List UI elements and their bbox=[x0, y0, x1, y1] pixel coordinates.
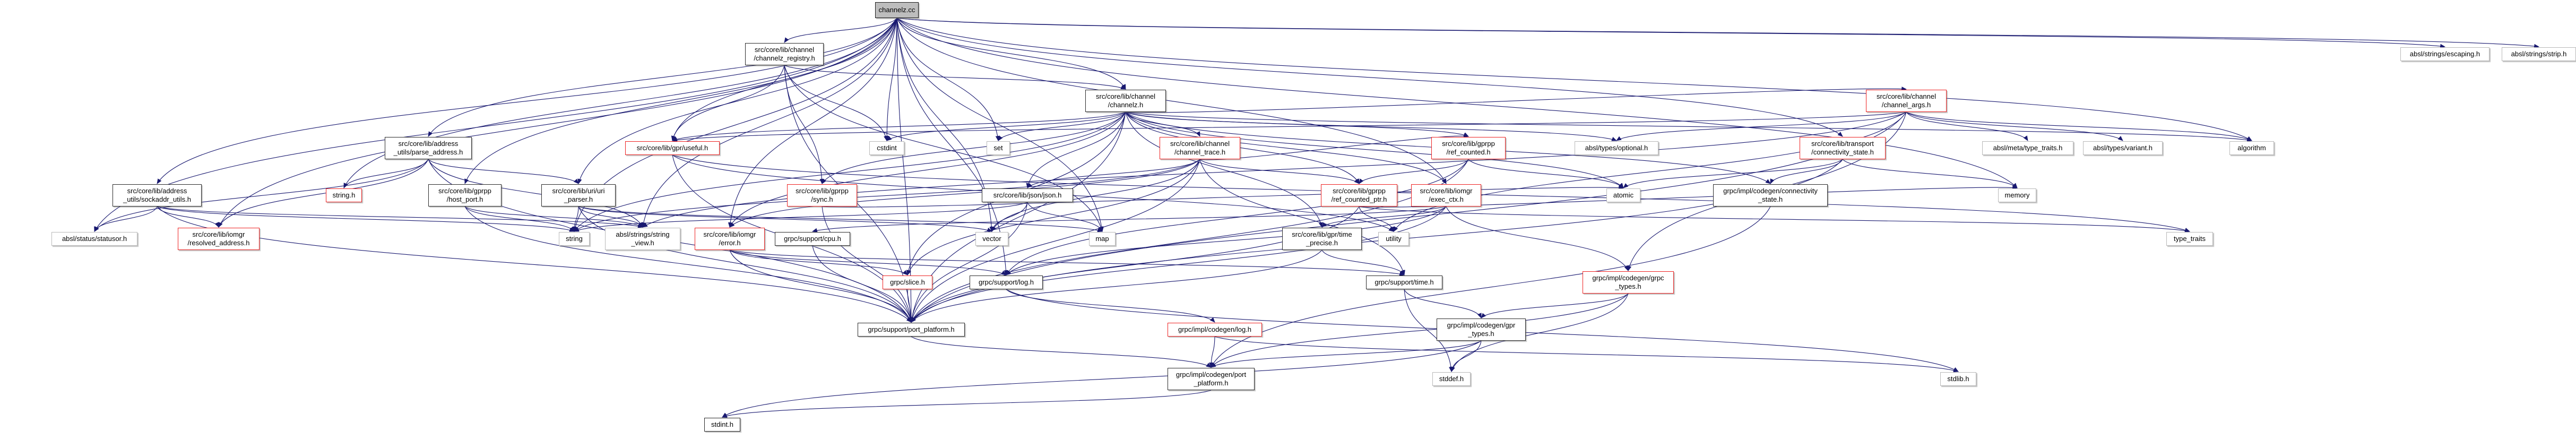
node-label-line: grpc/impl/codegen/log.h bbox=[1178, 325, 1252, 333]
node-label-line: absl/meta/type_traits.h bbox=[1993, 143, 2063, 152]
node-label-line: absl/types/variant.h bbox=[2093, 143, 2153, 152]
node-label-line: grpc/impl/codegen/connectivity bbox=[1723, 186, 1818, 195]
node-absl_variant bbox=[2083, 141, 2163, 155]
node-label-line: vector bbox=[982, 234, 1001, 243]
edge-channelz_registry-channelz_h bbox=[784, 65, 1126, 89]
node-label-line: src/core/lib/channel bbox=[1096, 92, 1155, 100]
edge-channelz_registry-useful bbox=[672, 65, 784, 141]
node-label-line: absl/strings/string bbox=[616, 230, 670, 238]
node-stdlib bbox=[1940, 372, 1976, 386]
node-label-line: src/core/lib/channel bbox=[1170, 139, 1230, 148]
node-label-line: grpc/support/port_platform.h bbox=[868, 325, 955, 333]
edge-error-support_log bbox=[730, 250, 1006, 275]
node-label-line: memory bbox=[2004, 191, 2030, 199]
edge-root-uri_parser bbox=[578, 18, 897, 184]
node-atomic bbox=[1606, 188, 1640, 202]
node-cstdint bbox=[869, 141, 904, 155]
edge-channel_args-support_port_platform bbox=[911, 112, 1906, 322]
node-label-line: /host_port.h bbox=[446, 195, 483, 203]
edge-channel_args-string_view bbox=[643, 112, 1906, 227]
edge-root-conn_state_transport bbox=[897, 18, 1843, 136]
edge-conn_state_transport-memory bbox=[1843, 159, 2017, 188]
edge-grpc_types-gpr_types bbox=[1481, 294, 1628, 318]
node-label-line: _parser.h bbox=[564, 195, 593, 203]
edge-error-support_time bbox=[730, 250, 1404, 275]
node-label-line: src/core/lib/gprpp bbox=[796, 186, 849, 195]
edge-support_port_platform-codegen_port_platform bbox=[911, 337, 1211, 367]
node-label-line: src/core/lib/channel bbox=[755, 45, 814, 54]
node-label-line: src/core/lib/gprpp bbox=[438, 186, 491, 195]
node-label-line: algorithm bbox=[2237, 143, 2266, 152]
edge-channelz_registry-map bbox=[784, 65, 1102, 231]
node-label-line: _types.h bbox=[1468, 330, 1494, 338]
node-label-line: map bbox=[1095, 234, 1109, 243]
node-string_h[interactable] bbox=[326, 188, 362, 202]
node-conn_state_transport[interactable] bbox=[1800, 137, 1886, 159]
node-label-line: src/core/lib/transport bbox=[1811, 139, 1874, 148]
node-map bbox=[1089, 232, 1116, 246]
node-absl_optional bbox=[1575, 141, 1658, 155]
node-support_log[interactable] bbox=[970, 276, 1043, 289]
edge-root-set bbox=[897, 18, 998, 141]
node-label-line: /exec_ctx.h bbox=[1429, 195, 1464, 203]
node-resolved_address[interactable] bbox=[178, 228, 260, 250]
node-label-line: _utils/parse_address.h bbox=[393, 148, 463, 156]
node-json[interactable] bbox=[982, 188, 1073, 202]
node-set bbox=[987, 141, 1010, 155]
node-useful[interactable] bbox=[625, 141, 720, 155]
edge-ref_counted_ptr-type_traits bbox=[1359, 206, 2190, 231]
node-label-line: stdint.h bbox=[711, 420, 733, 428]
edge-root-parse_address bbox=[428, 18, 897, 136]
node-uri_parser[interactable] bbox=[541, 184, 616, 206]
edge-ref_counted-atomic bbox=[1468, 159, 1623, 188]
edge-sockaddr_utils-string_view bbox=[157, 206, 643, 227]
node-label-line: absl/status/statusor.h bbox=[62, 234, 127, 243]
node-label-line: _state.h bbox=[1758, 195, 1783, 203]
node-label-line: src/core/lib/json/json.h bbox=[993, 191, 1062, 199]
edge-ref_counted-ref_counted_ptr bbox=[1359, 159, 1468, 184]
node-label-line: src/core/lib/gpr/useful.h bbox=[636, 143, 708, 152]
edge-sockaddr_utils-support_port_platform bbox=[157, 206, 911, 322]
edge-channel_args-useful bbox=[672, 112, 1906, 141]
node-label-line: grpc/support/time.h bbox=[1375, 278, 1434, 286]
node-label-line: absl/strings/strip.h bbox=[2511, 49, 2567, 58]
edge-channelz_h-absl_optional bbox=[1126, 112, 1617, 141]
node-gpr_types[interactable] bbox=[1437, 319, 1526, 341]
edge-channelz_h-sync bbox=[822, 112, 1126, 184]
edge-channel_trace-ref_counted_ptr bbox=[1200, 159, 1359, 184]
edge-support_time-gpr_types bbox=[1404, 289, 1481, 318]
node-support_port_platform[interactable] bbox=[858, 323, 965, 337]
node-string_view bbox=[605, 228, 680, 250]
node-label-line: stdlib.h bbox=[1947, 374, 1969, 383]
edge-root-vector bbox=[897, 18, 992, 231]
node-absl_type_traits bbox=[1982, 141, 2073, 155]
node-label-line: /connectivity_state.h bbox=[1811, 148, 1874, 156]
node-label-line: absl/strings/escaping.h bbox=[2409, 49, 2480, 58]
node-error[interactable] bbox=[695, 228, 765, 250]
node-label-line: string.h bbox=[332, 191, 356, 199]
node-stdint[interactable] bbox=[704, 418, 740, 432]
node-channel_trace[interactable] bbox=[1160, 137, 1240, 159]
node-label-line: /ref_counted.h bbox=[1446, 148, 1491, 156]
edge-channelz_h-json bbox=[1027, 112, 1126, 188]
node-codegen_conn_state[interactable] bbox=[1713, 184, 1828, 206]
node-label-line: src/core/lib/uri/uri bbox=[552, 186, 605, 195]
node-root[interactable] bbox=[875, 2, 919, 18]
node-ref_counted[interactable] bbox=[1431, 137, 1506, 159]
edge-root-absl_strip bbox=[897, 18, 2539, 47]
edge-json-vector bbox=[992, 202, 1027, 231]
node-label-line: grpc/support/log.h bbox=[978, 278, 1034, 286]
node-label-line: type_traits bbox=[2174, 234, 2206, 243]
edge-parse_address-uri_parser bbox=[428, 159, 578, 184]
node-label-line: utility bbox=[1386, 234, 1402, 243]
node-label-line: src/core/lib/address bbox=[127, 186, 187, 195]
node-ref_counted_ptr[interactable] bbox=[1321, 184, 1397, 206]
node-label-line: absl/types/optional.h bbox=[1585, 143, 1648, 152]
node-absl_strip bbox=[2502, 47, 2576, 61]
node-codegen_log[interactable] bbox=[1168, 323, 1262, 337]
edge-channel_args-absl_variant bbox=[1906, 112, 2123, 141]
node-channelz_h[interactable] bbox=[1085, 90, 1166, 112]
edge-sockaddr_utils-resolved_address bbox=[157, 206, 219, 227]
node-label-line: /channel_trace.h bbox=[1174, 148, 1226, 156]
node-label-line: string bbox=[566, 234, 583, 243]
node-label-line: grpc/impl/codegen/gpr bbox=[1447, 321, 1516, 329]
node-label-line: src/core/lib/iomgr bbox=[1420, 186, 1473, 195]
node-label-line: _utils/sockaddr_utils.h bbox=[123, 195, 191, 203]
edge-channelz_h-channel_args bbox=[1126, 89, 1906, 113]
node-label-line: src/core/lib/iomgr bbox=[703, 230, 756, 238]
node-label-line: _types.h bbox=[1615, 282, 1641, 290]
node-sync[interactable] bbox=[787, 184, 857, 206]
edge-channelz_h-cstdint bbox=[887, 112, 1126, 141]
node-parse_address[interactable] bbox=[385, 137, 472, 159]
node-label-line: src/core/lib/channel bbox=[1877, 92, 1936, 100]
node-label-line: _view.h bbox=[631, 239, 654, 247]
node-label-line: /channelz_registry.h bbox=[754, 54, 815, 62]
node-label-line: set bbox=[993, 143, 1003, 152]
node-grpc_types[interactable] bbox=[1583, 271, 1674, 294]
node-label-line: /channelz.h bbox=[1108, 101, 1144, 109]
node-sockaddr_utils[interactable] bbox=[113, 184, 202, 206]
edge-channel_trace-slice bbox=[907, 159, 1200, 275]
node-slice[interactable] bbox=[883, 276, 932, 289]
edge-conn_state_transport-atomic bbox=[1623, 159, 1843, 188]
node-label-line: /sync.h bbox=[811, 195, 833, 203]
node-label-line: stddef.h bbox=[1439, 374, 1464, 383]
node-utility bbox=[1378, 232, 1409, 246]
edge-json-support_port_platform bbox=[911, 202, 1027, 322]
node-label-line: src/core/lib/address bbox=[398, 139, 459, 148]
node-codegen_port_platform[interactable] bbox=[1168, 368, 1255, 390]
node-stddef bbox=[1432, 372, 1471, 386]
node-label-line: channelz.cc bbox=[878, 5, 915, 14]
node-label-line: grpc/impl/codegen/port bbox=[1175, 370, 1247, 378]
edge-root-channelz_h bbox=[897, 18, 1126, 89]
node-label-line: cstdint bbox=[877, 143, 897, 152]
edge-gpr_types-stdint bbox=[722, 341, 1481, 417]
node-label-line: src/core/lib/gpr/time bbox=[1292, 230, 1352, 238]
node-channelz_registry[interactable] bbox=[745, 43, 824, 65]
edge-codegen_port_platform-stdint bbox=[722, 390, 1211, 417]
node-label-line: src/core/lib/iomgr bbox=[192, 230, 245, 238]
node-label-line: grpc/slice.h bbox=[890, 278, 925, 286]
node-time_precise[interactable] bbox=[1282, 228, 1362, 250]
node-statusor bbox=[51, 232, 137, 246]
edge-support_log-codegen_log bbox=[1006, 289, 1215, 322]
node-label-line: src/core/lib/gprpp bbox=[1333, 186, 1386, 195]
node-channel_args[interactable] bbox=[1866, 90, 1947, 112]
node-label-line: /resolved_address.h bbox=[187, 239, 250, 247]
node-label-line: src/core/lib/gprpp bbox=[1442, 139, 1495, 148]
node-label-line: /channel_args.h bbox=[1881, 101, 1931, 109]
edge-parse_address-string_h bbox=[344, 159, 428, 188]
node-exec_ctx[interactable] bbox=[1411, 184, 1481, 206]
node-label-line: /error.h bbox=[719, 239, 741, 247]
edge-uri_parser-support_port_platform bbox=[578, 206, 911, 322]
edge-codegen_log-codegen_port_platform bbox=[1211, 337, 1215, 367]
node-host_port[interactable] bbox=[428, 184, 502, 206]
node-memory bbox=[1998, 188, 2036, 202]
edge-grpc_types-codegen_port_platform bbox=[1211, 294, 1628, 367]
node-label-line: /ref_counted_ptr.h bbox=[1331, 195, 1387, 203]
node-label-line: grpc/support/cpu.h bbox=[784, 234, 841, 243]
node-cpu[interactable] bbox=[775, 232, 850, 246]
node-algorithm bbox=[2229, 141, 2274, 155]
node-label-line: grpc/impl/codegen/grpc bbox=[1592, 273, 1664, 282]
node-absl_escaping bbox=[2400, 47, 2489, 61]
node-support_time[interactable] bbox=[1366, 276, 1442, 289]
edge-channelz_h-time_precise bbox=[1126, 112, 1322, 227]
edge-time_precise-support_time bbox=[1322, 250, 1404, 275]
node-label-line: _platform.h bbox=[1194, 379, 1229, 387]
node-label-line: _precise.h bbox=[1306, 239, 1338, 247]
node-vector bbox=[975, 232, 1008, 246]
node-label-line: atomic bbox=[1613, 191, 1634, 199]
edge-gpr_types-codegen_port_platform bbox=[1211, 341, 1481, 367]
node-type_traits bbox=[2166, 232, 2213, 246]
node-string_cpp bbox=[559, 232, 590, 246]
edge-error-slice bbox=[730, 250, 907, 275]
